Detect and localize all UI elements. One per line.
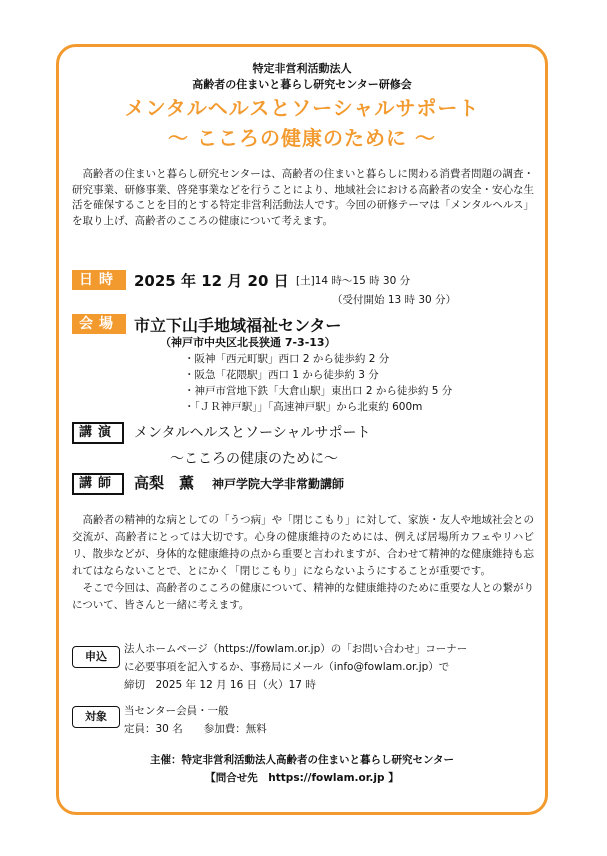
access-item: ・神戸市営地下鉄「大倉山駅」東出口 2 から徒歩約 5 分 (184, 385, 453, 397)
intro-paragraph: 高齢者の住まいと暮らし研究センターは、高齢者の住まいと暮らしに関わる消費者問題の調査・研究事業、研修事業、啓発事業などを行うことにより、地域社会における高齢者の安全・安心な生活を確保することを目的とする特定非営利活動法人です。今回の研修テーマは「メンタルヘルス」を取り上げ、高齢者のこころの健康について考えます。 (72, 168, 534, 227)
capacity-fee: 定員：30 名 参加費：無料 (124, 723, 267, 735)
venue-address: （神戸市中央区北長狭通 7-3-13） (160, 336, 336, 349)
venue-label: 会場 (72, 314, 126, 334)
apply-line: 法人ホームページ（https://fowlam.or.jp）の「お問い合わせ」コーナー (124, 643, 468, 655)
event-subtitle: ～ こころの健康のために ～ (168, 126, 436, 150)
event-date: 2025 年 12 月 20 日 (134, 272, 289, 290)
event-time: [土]14 時～15 時 30 分 (296, 275, 411, 287)
venue-name: 市立下山手地域福祉センター (134, 316, 342, 335)
lecture-label: 講演 (72, 422, 124, 444)
description-paragraph: 高齢者の精神的な病としての「うつ病」や「閉じこもり」に対して、家族・友人や地域社会との交流が、高齢者にとっては大切です。心身の健康維持のためには、例えば居場所カフェやリハビリ、散歩などが、身体的な健康維持の点から重要と言われますが、合わせて精神的な健康維持も忘れてはならないことで、とにかく「閉じこもり」にならないようにすることが重要です。 (72, 514, 534, 577)
host-line: 主催：特定非営利活動法人高齢者の住まいと暮らし研究センター (149, 754, 455, 766)
description-paragraph: そこで今回は、高齢者のこころの健康について、精神的な健康維持のために重要な人との繋がりについて、皆さんと一緒に考えます。 (72, 582, 534, 611)
datetime-label: 日時 (72, 270, 126, 290)
access-item: ・阪神「西元町駅」西口 2 から徒歩約 2 分 (184, 353, 390, 365)
lecture-title: メンタルヘルスとソーシャルサポート (134, 425, 371, 441)
speaker-affiliation: 神戸学院大学非常勤講師 (212, 477, 345, 491)
contact-line: 【問合せ先 https://fowlam.or.jp 】 (205, 772, 399, 784)
target-audience: 当センター会員・一般 (124, 705, 229, 717)
organizer-name: 高齢者の住まいと暮らし研究センター研修会 (192, 78, 412, 91)
lecture-subtitle: ～こころの健康のために～ (170, 451, 338, 467)
speaker-name: 高梨 薫 (134, 474, 195, 492)
organizer-type: 特定非営利活動法人 (252, 62, 352, 75)
apply-label: 申込 (72, 646, 120, 668)
description-text (72, 512, 534, 614)
event-title: メンタルヘルスとソーシャルサポート (124, 96, 480, 120)
target-label: 対象 (72, 706, 120, 728)
reception-time: （受付開始 13 時 30 分） (332, 294, 457, 306)
apply-deadline: 締切 2025 年 12 月 16 日（火）17 時 (124, 679, 316, 691)
apply-line: に必要事項を記入するか、事務局にメール（info@fowlam.or.jp）で (124, 661, 450, 673)
access-item: ・阪急「花隈駅」西口 1 から徒歩約 3 分 (184, 369, 379, 381)
speaker-label: 講師 (72, 473, 124, 495)
access-item: ・「ＪＲ神戸駅」」「高速神戸駅」から北東約 600m (184, 401, 423, 413)
